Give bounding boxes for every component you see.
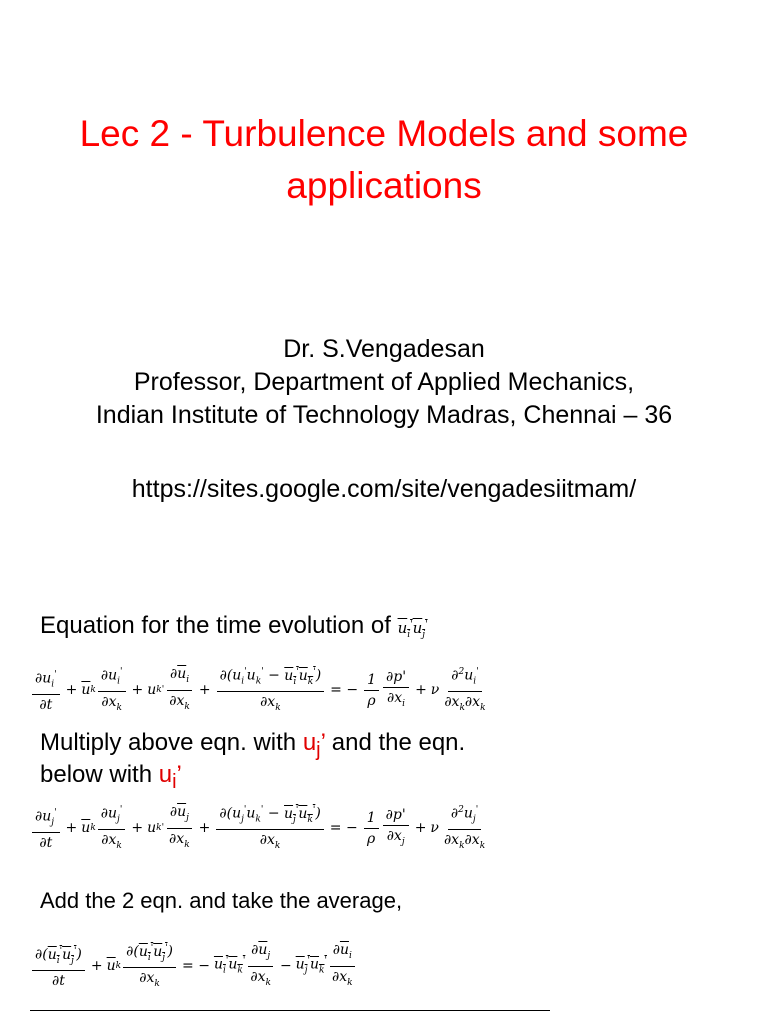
multiply-label: Multiply above eqn. with	[40, 729, 297, 756]
below-label: below with	[40, 761, 159, 788]
intro-text	[40, 610, 428, 650]
equation-continued	[30, 1010, 550, 1011]
uj-letter: u	[302, 729, 317, 756]
ui-letter: u	[158, 761, 173, 788]
ui-sub: i	[172, 770, 177, 793]
equation-continued-rule	[30, 1010, 550, 1011]
author-institute: Indian Institute of Technology Madras, Chennai – 36	[95, 401, 673, 429]
uj-prime-mark: ’	[320, 729, 326, 756]
equation-average: $\frac{\partial(u_i'u_j')}{\partial t}$ + $\overline{u}$ k $\frac{\partial(u_i'u_j')}{\partial x_k}$ = − $u_i'u_k'$ $\frac{\partial\overline{u}_j}{\partial x_k}$ − $u_j'u_k'$ $\frac{\partial\overline{u}_i}{\partial x_k}$	[30, 938, 358, 994]
below-text	[40, 760, 182, 797]
multiply-post: and the eqn.	[325, 729, 466, 756]
uj-sub: j	[316, 738, 321, 761]
author-name: Dr. S.Vengadesan	[283, 335, 485, 363]
intro-label: Equation for the time evolution of	[40, 612, 391, 639]
ui-prime	[158, 761, 182, 793]
slide-title: Lec 2 - Turbulence Models and some applications	[79, 113, 689, 206]
add-text: Add the 2 eqn. and take the average,	[40, 888, 403, 913]
equation-ui: $\frac{\partial u_i'}{\partial t}$ + $\overline{u}$ k $\frac{\partial u_i'}{\partial x_k}$ + u k ' $\frac{\partial\overline{u}_i}{\partial x_k}$ + $\frac{\partial(u_i'u_k' - u_i'u_k')}{\partial x_k}$ = − $\frac{1}{\rho}$ $\frac{\partial p'}{\partial x_i}$ + ν $\frac{\partial^2u_i'}{\partial x_k\partial x_k}$	[30, 662, 491, 718]
equation-uj: $\frac{\partial u_j'}{\partial t}$ + $\overline{u}$ k $\frac{\partial u_j'}{\partial x_k}$ + u k ' $\frac{\partial\overline{u}_j}{\partial x_k}$ + $\frac{\partial(u_j'u_k' - u_j'u_k')}{\partial x_k}$ = − $\frac{1}{\rho}$ $\frac{\partial p'}{\partial x_j}$ + ν $\frac{\partial^2u_j'}{\partial x_k\partial x_k}$	[30, 800, 490, 856]
ui-prime-mark: ’	[176, 761, 182, 788]
correlation-symbol: $u_i'u_j'$	[397, 619, 428, 640]
author-position: Professor, Department of Applied Mechanics,	[133, 368, 635, 396]
uj-prime	[302, 729, 326, 761]
author-url[interactable]: https://sites.google.com/site/vengadesiitmam/	[131, 475, 637, 503]
author-block	[0, 333, 768, 432]
